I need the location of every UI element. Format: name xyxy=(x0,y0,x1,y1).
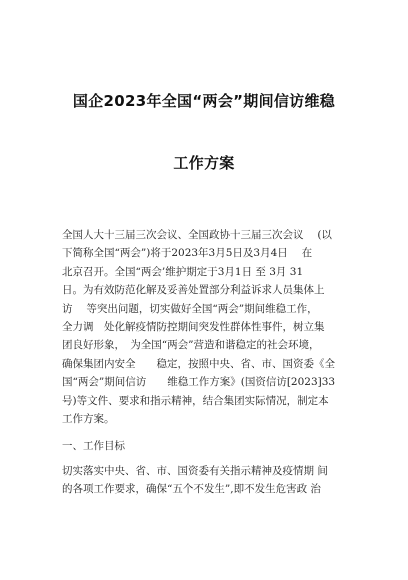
intro-line: 全力调 处化解疫情防控期间突发性群体性事件，树立集 xyxy=(62,320,325,333)
intro-line: 团良好形象， 为全国“两会”营造和谐稳定的社会环境， xyxy=(62,339,320,352)
section-heading-work-goals: 一、工作目标 xyxy=(62,440,125,452)
intro-paragraph xyxy=(62,226,362,428)
intro-line: 号)等文件、要求和指示精神，结合集团实际情况，制定本 xyxy=(62,394,329,407)
intro-line: 国“两会”期间信访 维稳工作方案》(国资信访[2023]33 xyxy=(62,376,336,389)
section1-line: 切实落实中央、省、市、国资委有关指示精神及疫情期 间 xyxy=(62,465,328,477)
intro-line: 工作方案。 xyxy=(62,412,115,425)
document-title-line1: 国企2023年全国“两会”期间信访维稳 xyxy=(72,92,336,110)
intro-line: 下简称全国“两会”)将于2023年3月5日及3月4日 在 xyxy=(62,247,313,260)
intro-line: 北京召开。全国“两会’维护期定于3月1日 至 3月 31 xyxy=(62,265,304,278)
intro-line: 全国人大十三届三次会议、全国政协十三届三次会议 (以 xyxy=(62,229,332,241)
intro-line: 确保集团内安全 稳定，按照中央、省、市、国资委《全 xyxy=(62,357,335,370)
section1-line: 的各项工作要求，确保“五个不发生”,即不发生危害政 治 xyxy=(62,483,321,496)
intro-line: 日。为有效防范化解及妥善处置部分利益诉求人员集体上 xyxy=(62,284,325,297)
section1-paragraph xyxy=(62,462,362,499)
intro-line: 访 等突出问题，切实做好全国“两会”期间维稳工作， xyxy=(62,302,318,315)
document-title-line2: 工作方案 xyxy=(173,154,235,172)
